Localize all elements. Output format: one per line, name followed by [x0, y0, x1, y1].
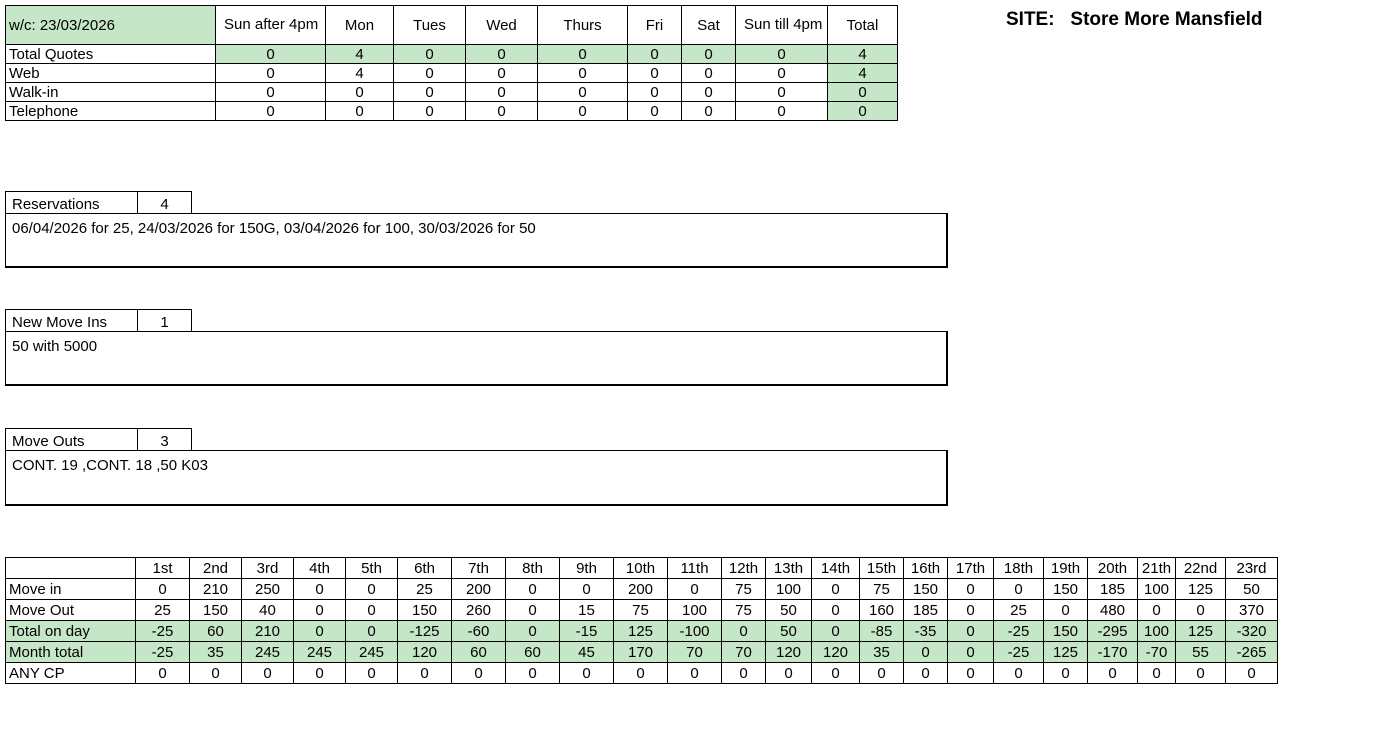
day-header: 21th: [1138, 558, 1176, 579]
cell: 25: [398, 579, 452, 600]
total-cell: 0: [828, 102, 898, 121]
move-ins-label: New Move Ins: [5, 309, 138, 331]
cell: 0: [346, 621, 398, 642]
cell: 0: [466, 83, 538, 102]
column-header: Fri: [628, 6, 682, 45]
cell: 245: [294, 642, 346, 663]
cell: 185: [904, 600, 948, 621]
cell: 0: [538, 83, 628, 102]
total-cell: 4: [828, 45, 898, 64]
cell: 160: [860, 600, 904, 621]
cell: 0: [394, 83, 466, 102]
day-header: 18th: [994, 558, 1044, 579]
cell: 480: [1088, 600, 1138, 621]
day-header: 6th: [398, 558, 452, 579]
cell: -170: [1088, 642, 1138, 663]
cell: 60: [506, 642, 560, 663]
cell: 0: [812, 600, 860, 621]
cell: -100: [668, 621, 722, 642]
cell: 75: [722, 600, 766, 621]
cell: 0: [1138, 600, 1176, 621]
cell: 0: [216, 83, 326, 102]
cell: -25: [136, 642, 190, 663]
cell: 125: [1176, 621, 1226, 642]
cell: 0: [812, 621, 860, 642]
cell: 245: [242, 642, 294, 663]
table-row: [6, 45, 898, 64]
cell: 0: [394, 45, 466, 64]
cell: 150: [1044, 579, 1088, 600]
cell: -25: [994, 621, 1044, 642]
cell: 150: [398, 600, 452, 621]
cell: 0: [682, 45, 736, 64]
cell: 0: [682, 83, 736, 102]
cell: 0: [506, 579, 560, 600]
cell: 0: [216, 64, 326, 83]
move-outs-header: [5, 428, 192, 450]
cell: 0: [736, 45, 828, 64]
total-cell: 4: [828, 64, 898, 83]
row-label: Move in: [6, 579, 136, 600]
row-label: Move Out: [6, 600, 136, 621]
cell: 45: [560, 642, 614, 663]
cell: -320: [1226, 621, 1278, 642]
cell: 0: [736, 102, 828, 121]
cell: 150: [1044, 621, 1088, 642]
move-outs-details: CONT. 19 ,CONT. 18 ,50 K03: [5, 450, 948, 506]
cell: 0: [538, 64, 628, 83]
move-ins-details: 50 with 5000: [5, 331, 948, 386]
cell: 25: [136, 600, 190, 621]
cell: 0: [736, 64, 828, 83]
row-label: Web: [6, 64, 216, 83]
cell: 0: [294, 579, 346, 600]
day-header: 15th: [860, 558, 904, 579]
column-header: Total: [828, 6, 898, 45]
table-row: [6, 663, 1278, 684]
cell: 0: [766, 663, 812, 684]
cell: 0: [394, 102, 466, 121]
cell: -35: [904, 621, 948, 642]
cell: 260: [452, 600, 506, 621]
cell: 0: [326, 83, 394, 102]
cell: 120: [766, 642, 812, 663]
cell: 35: [190, 642, 242, 663]
cell: 0: [560, 579, 614, 600]
cell: 0: [948, 579, 994, 600]
day-header: 3rd: [242, 558, 294, 579]
cell: 0: [948, 642, 994, 663]
day-header: 7th: [452, 558, 506, 579]
cell: -60: [452, 621, 506, 642]
column-header: Wed: [466, 6, 538, 45]
cell: 0: [506, 663, 560, 684]
cell: 0: [904, 663, 948, 684]
cell: 185: [1088, 579, 1138, 600]
cell: 100: [766, 579, 812, 600]
day-header: 13th: [766, 558, 812, 579]
cell: 0: [628, 64, 682, 83]
cell: 0: [668, 579, 722, 600]
day-header: 20th: [1088, 558, 1138, 579]
cell: 0: [538, 45, 628, 64]
cell: 0: [948, 600, 994, 621]
cell: 75: [722, 579, 766, 600]
cell: 0: [466, 64, 538, 83]
cell: -85: [860, 621, 904, 642]
column-header: Sun after 4pm: [216, 6, 326, 45]
cell: 100: [1138, 579, 1176, 600]
cell: 0: [346, 600, 398, 621]
table-row: [6, 642, 1278, 663]
cell: 0: [722, 663, 766, 684]
cell: 25: [994, 600, 1044, 621]
day-header: 1st: [136, 558, 190, 579]
day-header: 16th: [904, 558, 948, 579]
day-header: 22nd: [1176, 558, 1226, 579]
move-ins-header: [5, 309, 192, 331]
cell: 210: [242, 621, 294, 642]
reservations-count: 4: [138, 191, 192, 213]
cell: 100: [668, 600, 722, 621]
cell: 0: [1044, 600, 1088, 621]
day-header: 9th: [560, 558, 614, 579]
cell: 0: [346, 579, 398, 600]
table-row: [6, 102, 898, 121]
move-ins-count: 1: [138, 309, 192, 331]
cell: 50: [766, 621, 812, 642]
row-label: Total Quotes: [6, 45, 216, 64]
table-row: [6, 579, 1278, 600]
cell: 0: [904, 642, 948, 663]
cell: 0: [1176, 663, 1226, 684]
cell: 100: [1138, 621, 1176, 642]
cell: 0: [948, 663, 994, 684]
column-header: Mon: [326, 6, 394, 45]
cell: 0: [722, 621, 766, 642]
day-header: 5th: [346, 558, 398, 579]
cell: 4: [326, 64, 394, 83]
corner-cell: [6, 558, 136, 579]
day-header: 19th: [1044, 558, 1088, 579]
cell: 15: [560, 600, 614, 621]
site-title: SITE: Store More Mansfield: [1006, 9, 1263, 30]
cell: 0: [994, 663, 1044, 684]
cell: 0: [452, 663, 506, 684]
cell: 210: [190, 579, 242, 600]
cell: 0: [346, 663, 398, 684]
row-label: Telephone: [6, 102, 216, 121]
cell: 0: [538, 102, 628, 121]
column-header: Sat: [682, 6, 736, 45]
cell: 0: [628, 102, 682, 121]
cell: 0: [560, 663, 614, 684]
cell: 370: [1226, 600, 1278, 621]
cell: 60: [452, 642, 506, 663]
column-header: Tues: [394, 6, 466, 45]
cell: -70: [1138, 642, 1176, 663]
move-outs-count: 3: [138, 428, 192, 450]
monthly-movement-table: [5, 557, 1278, 684]
cell: 0: [466, 102, 538, 121]
column-header: Sun till 4pm: [736, 6, 828, 45]
table-row: [6, 600, 1278, 621]
cell: 0: [668, 663, 722, 684]
cell: 0: [812, 579, 860, 600]
cell: 250: [242, 579, 294, 600]
cell: 0: [506, 621, 560, 642]
cell: 0: [994, 579, 1044, 600]
cell: 0: [628, 83, 682, 102]
cell: 0: [394, 64, 466, 83]
cell: 125: [614, 621, 668, 642]
cell: 60: [190, 621, 242, 642]
cell: 0: [1138, 663, 1176, 684]
cell: -25: [994, 642, 1044, 663]
reservations-label: Reservations: [5, 191, 138, 213]
cell: 120: [812, 642, 860, 663]
cell: 0: [682, 102, 736, 121]
cell: 0: [948, 621, 994, 642]
cell: 70: [722, 642, 766, 663]
weekly-quotes-table: [5, 5, 898, 121]
cell: 0: [242, 663, 294, 684]
cell: 245: [346, 642, 398, 663]
cell: 40: [242, 600, 294, 621]
cell: 0: [812, 663, 860, 684]
cell: 55: [1176, 642, 1226, 663]
cell: 0: [326, 102, 394, 121]
cell: -125: [398, 621, 452, 642]
day-header: 23rd: [1226, 558, 1278, 579]
row-label: Month total: [6, 642, 136, 663]
cell: 0: [136, 579, 190, 600]
cell: 0: [216, 102, 326, 121]
reservations-details: 06/04/2026 for 25, 24/03/2026 for 150G, 03/04/2026 for 100, 30/03/2026 for 50: [5, 213, 948, 268]
row-label: Total on day: [6, 621, 136, 642]
cell: 0: [1226, 663, 1278, 684]
cell: 125: [1176, 579, 1226, 600]
day-header: 14th: [812, 558, 860, 579]
week-commencing-label: w/c: 23/03/2026: [6, 6, 216, 45]
cell: 170: [614, 642, 668, 663]
cell: -295: [1088, 621, 1138, 642]
cell: 0: [294, 663, 346, 684]
cell: 4: [326, 45, 394, 64]
column-header: Thurs: [538, 6, 628, 45]
cell: -265: [1226, 642, 1278, 663]
cell: 0: [1044, 663, 1088, 684]
cell: 0: [190, 663, 242, 684]
cell: 0: [136, 663, 190, 684]
cell: 0: [506, 600, 560, 621]
cell: 120: [398, 642, 452, 663]
row-label: ANY CP: [6, 663, 136, 684]
day-header: 2nd: [190, 558, 242, 579]
cell: -15: [560, 621, 614, 642]
table-row: [6, 621, 1278, 642]
cell: 75: [614, 600, 668, 621]
cell: 0: [860, 663, 904, 684]
table-row: [6, 64, 898, 83]
day-header: 12th: [722, 558, 766, 579]
cell: -25: [136, 621, 190, 642]
reservations-header: [5, 191, 192, 213]
cell: 0: [736, 83, 828, 102]
cell: 0: [682, 64, 736, 83]
table-row: [6, 83, 898, 102]
cell: 0: [466, 45, 538, 64]
cell: 0: [216, 45, 326, 64]
day-header: 11th: [668, 558, 722, 579]
day-header: 17th: [948, 558, 994, 579]
weekly-header-row: [6, 6, 898, 45]
cell: 200: [452, 579, 506, 600]
cell: 0: [614, 663, 668, 684]
total-cell: 0: [828, 83, 898, 102]
cell: 50: [766, 600, 812, 621]
monthly-header-row: [6, 558, 1278, 579]
cell: 75: [860, 579, 904, 600]
cell: 0: [294, 621, 346, 642]
cell: 200: [614, 579, 668, 600]
day-header: 8th: [506, 558, 560, 579]
day-header: 10th: [614, 558, 668, 579]
cell: 150: [904, 579, 948, 600]
cell: 0: [628, 45, 682, 64]
cell: 125: [1044, 642, 1088, 663]
cell: 50: [1226, 579, 1278, 600]
cell: 0: [398, 663, 452, 684]
cell: 70: [668, 642, 722, 663]
cell: 0: [294, 600, 346, 621]
cell: 0: [1088, 663, 1138, 684]
cell: 0: [1176, 600, 1226, 621]
cell: 35: [860, 642, 904, 663]
move-outs-label: Move Outs: [5, 428, 138, 450]
day-header: 4th: [294, 558, 346, 579]
cell: 150: [190, 600, 242, 621]
row-label: Walk-in: [6, 83, 216, 102]
